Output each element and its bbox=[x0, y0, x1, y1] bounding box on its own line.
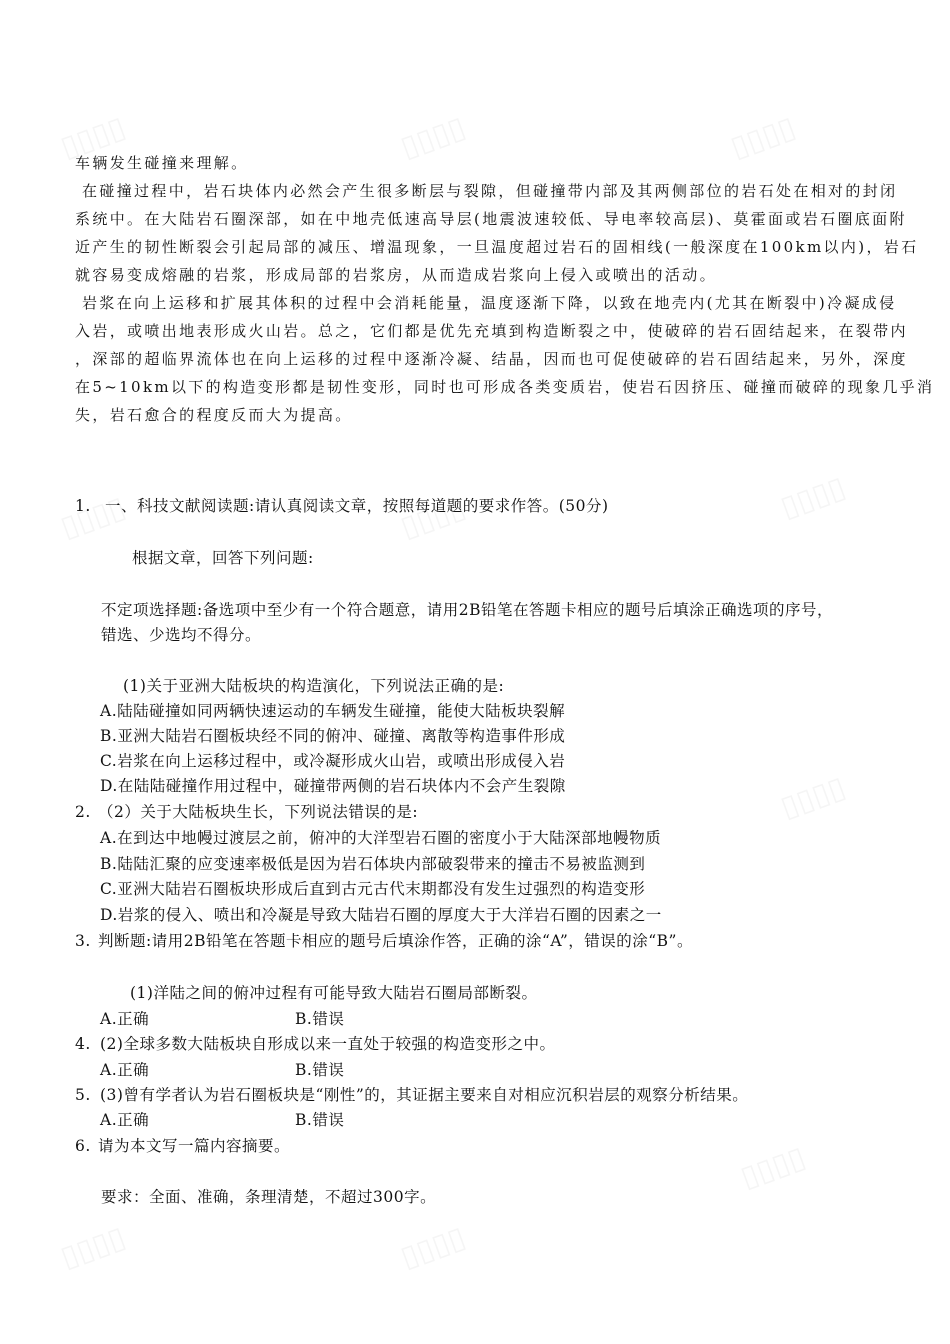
passage-line: 就容易变成熔融的岩浆，形成局部的岩浆房，从而造成岩浆向上侵入或喷出的活动。 bbox=[75, 266, 717, 284]
section-title: 判断题:请用2B铅笔在答题卡相应的题号后填涂作答，正确的涂“A”，错误的涂“B”。 bbox=[98, 932, 693, 950]
question-number: 6. bbox=[75, 1137, 91, 1155]
question-number: 1. bbox=[75, 497, 91, 515]
option-a: A.正确 bbox=[100, 1010, 150, 1028]
watermark bbox=[736, 1140, 810, 1195]
passage-line: 在5~10km以下的构造变形都是韧性变形，同时也可形成各类变质岩，使岩石因挤压、碰撞而破碎的现象几乎消 bbox=[75, 378, 935, 396]
watermark bbox=[56, 1220, 130, 1275]
requirement: 要求：全面、准确，条理清楚，不超过300字。 bbox=[101, 1188, 437, 1206]
option-a: A.正确 bbox=[100, 1061, 150, 1079]
passage-line: 岩浆在向上运移和扩展其体积的过程中会消耗能量，温度逐渐下降，以致在地壳内(尤其在断裂中)冷凝成侵 bbox=[82, 294, 897, 312]
question-stem: (2)全球多数大陆板块自形成以来一直处于较强的构造变形之中。 bbox=[100, 1035, 556, 1053]
passage-line: 系统中。在大陆岩石圈深部，如在中地壳低速高导层(地震波速较低、导电率较高层)、莫霍面或岩石圈底面附 bbox=[75, 210, 907, 228]
option-a: A.陆陆碰撞如同两辆快速运动的车辆发生碰撞，能使大陆板块裂解 bbox=[100, 702, 566, 720]
option-c: C.岩浆在向上运移过程中，或冷凝形成火山岩，或喷出形成侵入岩 bbox=[100, 752, 566, 770]
option-b: B.错误 bbox=[295, 1010, 345, 1028]
option-b: B.亚洲大陆岩石圈板块经不同的俯冲、碰撞、离散等构造事件形成 bbox=[100, 727, 566, 745]
passage-line: 失，岩石愈合的程度反而大为提高。 bbox=[75, 406, 353, 424]
question-number: 3. bbox=[75, 932, 91, 950]
option-c: C.亚洲大陆岩石圈板块形成后直到古元古代末期都没有发生过强烈的构造变形 bbox=[100, 880, 646, 898]
watermark bbox=[726, 110, 800, 165]
option-d: D.岩浆的侵入、喷出和冷凝是导致大陆岩石圈的厚度大于大洋岩石圈的因素之一 bbox=[100, 906, 662, 924]
question-stem: (1)洋陆之间的俯冲过程有可能导致大陆岩石圈局部断裂。 bbox=[130, 984, 538, 1002]
question-prompt: 根据文章，回答下列问题: bbox=[132, 549, 314, 567]
passage-line: 车辆发生碰撞来理解。 bbox=[75, 154, 249, 172]
question-stem: 请为本文写一篇内容摘要。 bbox=[98, 1137, 291, 1155]
option-b: B.陆陆汇聚的应变速率极低是因为岩石体块内部破裂带来的撞击不易被监测到 bbox=[100, 855, 646, 873]
question-stem: (1)关于亚洲大陆板块的构造演化，下列说法正确的是: bbox=[123, 677, 505, 695]
option-b: B.错误 bbox=[295, 1111, 345, 1129]
passage-line: 近产生的韧性断裂会引起局部的减压、增温现象，一旦温度超过岩石的固相线(一般深度在100km以内)，岩石 bbox=[75, 238, 919, 256]
section-title: 一、科技文献阅读题:请认真阅读文章，按照每道题的要求作答。(50分) bbox=[105, 497, 609, 515]
question-stem: (3)曾有学者认为岩石圈板块是“刚性”的，其证据主要来自对相应沉积岩层的观察分析结果。 bbox=[100, 1086, 749, 1104]
question-number: 5. bbox=[75, 1086, 91, 1104]
question-stem: （2）关于大陆板块生长，下列说法错误的是: bbox=[98, 803, 419, 821]
question-number: 4. bbox=[75, 1035, 91, 1053]
option-d: D.在陆陆碰撞作用过程中，碰撞带两侧的岩石块体内不会产生裂隙 bbox=[100, 777, 566, 795]
option-a: A.正确 bbox=[100, 1111, 150, 1129]
watermark bbox=[776, 470, 850, 525]
option-a: A.在到达中地幔过渡层之前，俯冲的大洋型岩石圈的密度小于大陆深部地幔物质 bbox=[100, 829, 662, 847]
watermark bbox=[396, 1220, 470, 1275]
watermark bbox=[776, 770, 850, 825]
question-number: 2. bbox=[75, 803, 91, 821]
option-b: B.错误 bbox=[295, 1061, 345, 1079]
passage-line: 在碰撞过程中，岩石块体内必然会产生很多断层与裂隙，但碰撞带内部及其两侧部位的岩石处在相对的封闭 bbox=[82, 182, 898, 200]
passage-line: 入岩，或喷出地表形成火山岩。总之，它们都是优先充填到构造断裂之中，使破碎的岩石固结起来，在裂带内 bbox=[75, 322, 908, 340]
watermark bbox=[396, 110, 470, 165]
instruction: 不定项选择题:备选项中至少有一个符合题意，请用2B铅笔在答题卡相应的题号后填涂正确选项的序号， bbox=[101, 601, 833, 619]
passage-line: ，深部的超临界流体也在向上运移的过程中逐渐冷凝、结晶，因而也可促使破碎的岩石固结起来，另外，深度 bbox=[75, 350, 908, 368]
instruction: 错选、少选均不得分。 bbox=[101, 626, 262, 644]
